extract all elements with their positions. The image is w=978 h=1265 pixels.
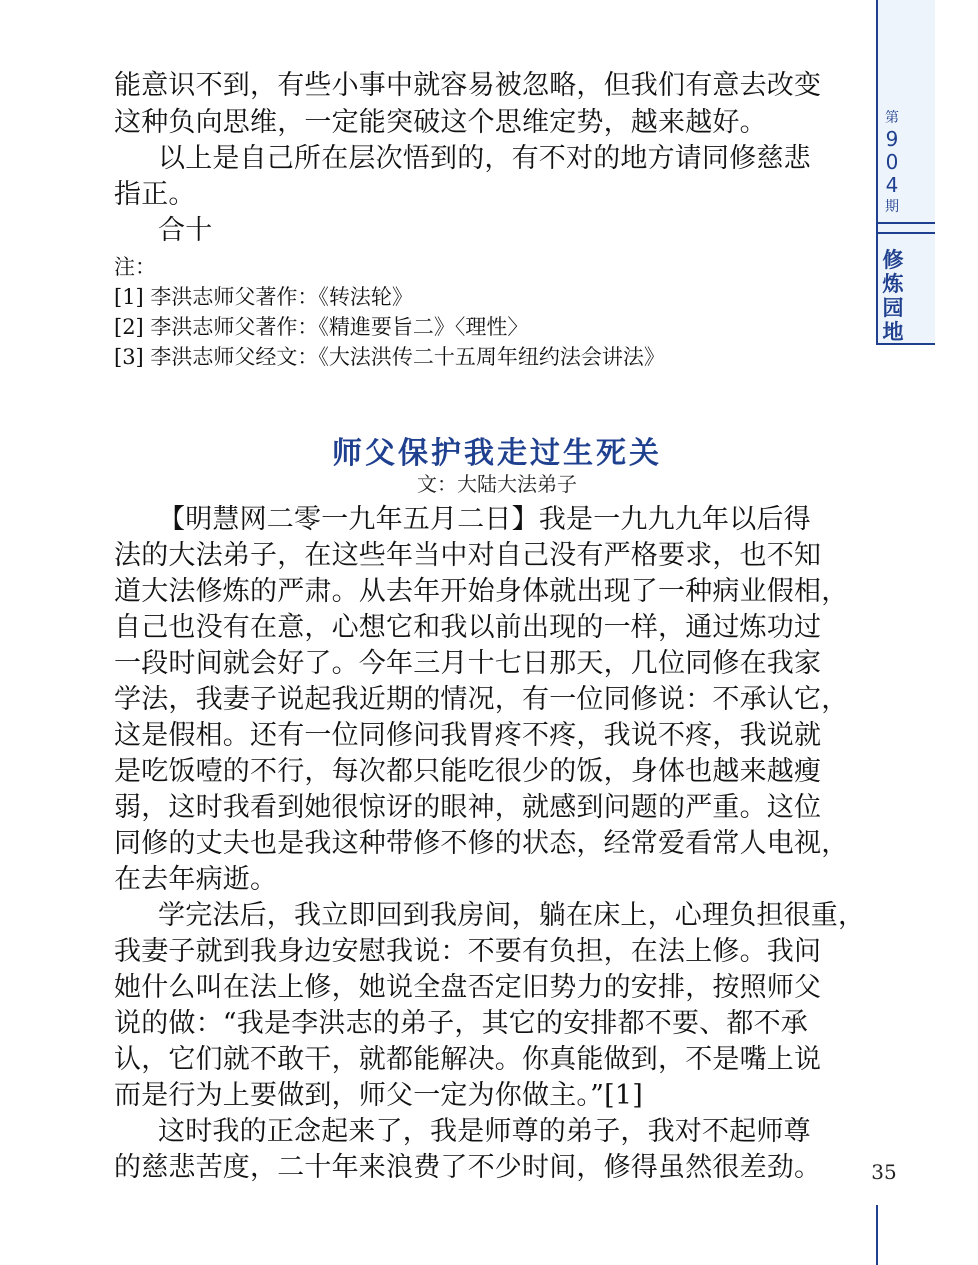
column-title-char: 修 — [882, 248, 904, 272]
article-line: 道大法修炼的严肃。从去年开始身体就出现了一种病业假相， — [114, 576, 849, 607]
article-line: 我妻子就到我身边安慰我说：不要有负担，在法上修。我问 — [114, 936, 822, 967]
article-line: 学完法后，我立即回到我房间，躺在床上，心理负担很重， — [158, 900, 866, 931]
column-title-char: 炼 — [882, 272, 904, 296]
note-item: [1] 李洪志师父著作：《转法轮》 — [114, 285, 413, 309]
sidebar-rule — [877, 222, 935, 224]
issue-digit: 0 — [885, 150, 899, 174]
sidebar-divider-line-bottom — [876, 1205, 878, 1265]
article-line: 同修的丈夫也是我这种带修不修的状态，经常爱看常人电视， — [114, 828, 849, 859]
notes-label: 注： — [114, 255, 156, 279]
article-line: 自己也没有在意，心想它和我以前出现的一样，通过炼功过 — [114, 612, 822, 643]
note-item: [2] 李洪志师父著作：《精進要旨二》〈理性〉 — [114, 315, 529, 339]
article-line: 在去年病逝。 — [114, 864, 278, 895]
closing-salute: 合十 — [158, 215, 213, 246]
issue-suffix: 期 — [885, 199, 899, 215]
article-line: 学法，我妻子说起我近期的情况，有一位同修说：不承认它， — [114, 684, 849, 715]
article-title — [0, 428, 978, 472]
issue-prefix: 第 — [885, 110, 899, 126]
article-line: 弱，这时我看到她很惊讶的眼神，就感到问题的严重。这位 — [114, 792, 822, 823]
article-line: 说的做：“我是李洪志的弟子，其它的安排都不要、都不承 — [114, 1008, 809, 1039]
page-number: 35 — [871, 1160, 897, 1184]
column-title — [880, 248, 906, 344]
article-line: 【明慧网二零一九年五月二日】我是一九九九年以后得 — [158, 504, 811, 535]
issue-digit: 9 — [885, 127, 899, 151]
body-line: 以上是自己所在层次悟到的，有不对的地方请同修慈悲 — [158, 143, 811, 174]
article-line: 法的大法弟子，在这些年当中对自己没有严格要求，也不知 — [114, 540, 822, 571]
body-line: 指正。 — [114, 179, 196, 210]
body-line: 能意识不到，有些小事中就容易被忽略，但我们有意去改变 — [114, 70, 822, 101]
article-line: 是吃饭噎的不行，每次都只能吃很少的饭，身体也越来越瘦 — [114, 756, 822, 787]
issue-number — [878, 108, 906, 217]
body-line: 这种负向思维，一定能突破这个思维定势，越来越好。 — [114, 107, 767, 138]
article-line: 认，它们就不敢干，就都能解决。你真能做到，不是嘴上说 — [114, 1044, 822, 1075]
issue-digit: 4 — [885, 173, 899, 197]
article-byline-text: 文：大陆大法弟子 — [417, 472, 577, 496]
article-line: 这时我的正念起来了，我是师尊的弟子，我对不起师尊 — [158, 1116, 811, 1147]
article-line: 而是行为上要做到，师父一定为你做主。”[1] — [114, 1080, 643, 1111]
article-line: 一段时间就会好了。今年三月十七日那天，几位同修在我家 — [114, 648, 822, 679]
article-line: 她什么叫在法上修，她说全盘否定旧势力的安排，按照师父 — [114, 972, 822, 1003]
article-line: 这是假相。还有一位同修问我胃疼不疼，我说不疼，我说就 — [114, 720, 822, 751]
note-item: [3] 李洪志师父经文：《大法洪传二十五周年纽约法会讲法》 — [114, 345, 665, 369]
sidebar-rule — [877, 232, 935, 234]
article-title-text: 师父保护我走过生死关 — [332, 436, 662, 471]
column-title-char: 园 — [882, 296, 904, 320]
column-title-char: 地 — [882, 320, 904, 344]
article-line: 的慈悲苦度，二十年来浪费了不少时间，修得虽然很差劲。 — [114, 1152, 822, 1183]
article-byline — [0, 468, 978, 497]
